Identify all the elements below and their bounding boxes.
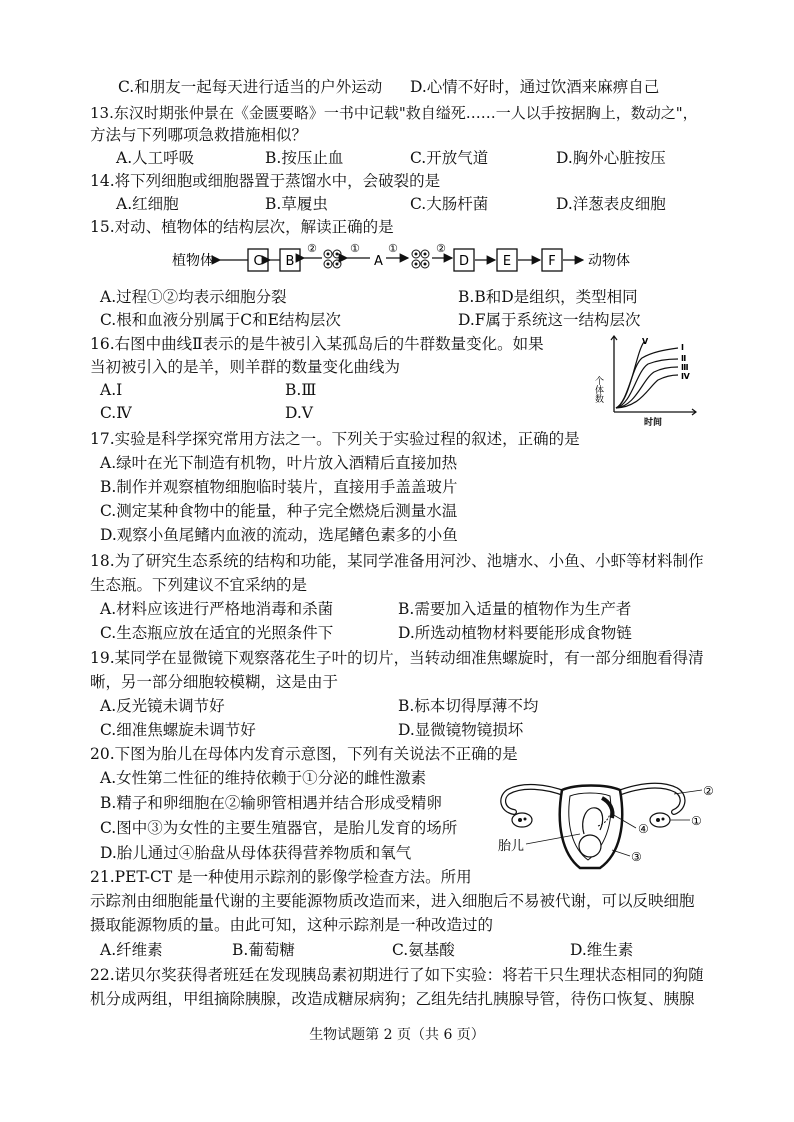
q15-option-d: D.F属于系统这一结构层次 (458, 311, 641, 329)
q20-option-b: B.精子和卵细胞在②输卵管相遇并结合形成受精卵 (100, 794, 442, 812)
q14-option-a: A.红细胞 (116, 195, 179, 213)
q16-x-axis-label: 时间 (644, 418, 663, 428)
q14-option-b: B.草履虫 (265, 195, 328, 213)
q17-option-a: A.绿叶在光下制造有机物，叶片放入酒精后直接加热 (100, 454, 458, 472)
q16-stem-line2: 当初被引入的是羊，则羊群的数量变化曲线为 (90, 358, 401, 376)
page-footer: 生物试题第 2 页（共 6 页） (309, 1027, 485, 1043)
q16-population-graph (592, 332, 700, 428)
q15-structure-diagram (170, 240, 660, 282)
q15-option-a: A.过程①②均表示细胞分裂 (100, 288, 287, 306)
q21-stem-line3: 摄取能源物质的量。由此可知，这种示踪剂是一种改造过的 (90, 916, 494, 934)
q12-option-d: D.心情不好时，通过饮酒来麻痹自己 (410, 78, 660, 96)
q13-option-c: C.开放气道 (410, 149, 489, 167)
q16-y-axis-label (593, 375, 604, 404)
q20-stem: 20.下图为胎儿在母体内发育示意图，下列有关说法不正确的是 (90, 745, 518, 763)
q15-right-label: 动物体 (588, 253, 630, 269)
q20-fetus-label: 胎儿 (498, 839, 525, 854)
q15-cells-left (324, 250, 341, 268)
q21-option-b: B.葡萄糖 (232, 941, 295, 959)
q20-mark-3: ③ (631, 850, 642, 864)
q15-step1-left: ① (350, 242, 360, 255)
q15-box-e (497, 249, 517, 271)
q20-option-c: C.图中③为女性的主要生殖器官，是胎儿发育的场所 (100, 819, 458, 837)
q16-label-iii: Ⅲ (681, 363, 689, 372)
q15-box-c (248, 249, 268, 271)
q21-option-c: C.氨基酸 (392, 941, 455, 959)
q19-option-d: D.显微镜物镜损坏 (398, 721, 524, 739)
q19-stem-line2: 晰，另一部分细胞较模糊，这是由于 (90, 673, 339, 691)
q15-cells-right (412, 250, 429, 268)
q15-box-a: A (374, 254, 383, 269)
q16-label-v: Ⅴ (642, 337, 649, 346)
q17-option-b: B.制作并观察植物细胞临时装片，直接用手盖盖玻片 (100, 478, 458, 496)
q15-step1-right: ① (388, 242, 398, 255)
q13-option-d: D.胸外心脏按压 (556, 149, 666, 167)
q16-option-a: A.Ⅰ (100, 381, 123, 399)
svg-text:D: D (458, 254, 470, 269)
q18-option-a: A.材料应该进行严格地消毒和杀菌 (100, 600, 334, 618)
q13-stem-line1: 13.东汉时期张仲景在《金匮要略》一书中记载"救自缢死……一人以手按据胸上，数动之"， (90, 104, 698, 122)
q15-step2-right: ② (436, 242, 446, 255)
svg-text:E: E (502, 254, 512, 269)
q13-option-a: A.人工呼吸 (116, 149, 195, 167)
q18-option-c: C.生态瓶应放在适宜的光照条件下 (100, 624, 334, 642)
q21-option-a: A.纤维素 (100, 941, 163, 959)
q21-option-d: D.维生素 (570, 941, 634, 959)
q16-stem-line1: 16.右图中曲线Ⅱ表示的是牛被引入某孤岛后的牛群数量变化。如果 (90, 335, 544, 353)
q15-step2-left: ② (307, 242, 317, 255)
q22-stem-line1: 22.诺贝尔奖获得者班廷在发现胰岛素初期进行了如下实验：将若干只生理状态相同的狗随 (90, 966, 704, 984)
q20-option-a: A.女性第二性征的维持依赖于①分泌的雌性激素 (100, 769, 427, 787)
q20-option-d: D.胎儿通过④胎盘从母体获得营养物质和氧气 (100, 844, 412, 862)
q18-option-d: D.所选动植物材料要能形成食物链 (398, 624, 632, 642)
q15-option-c: C.根和血液分别属于C和E结构层次 (100, 311, 341, 329)
q19-stem-line1: 19.某同学在显微镜下观察落花生子叶的切片，当转动细准焦螺旋时，有一部分细胞看得清 (90, 649, 704, 667)
q18-stem-line1: 18.为了研究生态系统的结构和功能，某同学准备用河沙、池塘水、小鱼、小虾等材料制作 (90, 552, 704, 570)
q14-stem: 14.将下列细胞或细胞器置于蒸馏水中，会破裂的是 (90, 172, 441, 190)
svg-text:B: B (285, 254, 295, 269)
q16-option-d: D.Ⅴ (285, 404, 313, 422)
q17-option-c: C.测定某种食物中的能量，种子完全燃烧后测量水温 (100, 502, 458, 520)
q17-option-d: D.观察小鱼尾鳍内血液的流动，选尾鳍色素多的小鱼 (100, 526, 458, 544)
q15-left-label: 植物体 (172, 253, 214, 269)
q16-label-iv: Ⅳ (681, 372, 690, 381)
q16-label-i: Ⅰ (681, 343, 684, 352)
q12-option-c: C.和朋友一起每天进行适当的户外运动 (118, 78, 383, 96)
q15-box-f (542, 249, 562, 271)
q14-option-d: D.洋葱表皮细胞 (556, 195, 666, 213)
q19-option-b: B.标本切得厚薄不均 (398, 697, 539, 715)
q20-mark-1: ① (691, 814, 702, 828)
q15-box-b (280, 249, 300, 271)
q17-stem: 17.实验是科学探究常用方法之一。下列关于实验过程的叙述，正确的是 (90, 430, 580, 448)
svg-text:个体数: 个体数 (593, 376, 603, 403)
q15-stem: 15.对动、植物体的结构层次，解读正确的是 (90, 218, 394, 236)
q16-option-c: C.Ⅳ (100, 404, 132, 422)
q19-option-a: A.反光镜未调节好 (100, 697, 225, 715)
q19-option-c: C.细准焦螺旋未调节好 (100, 721, 256, 739)
q13-option-b: B.按压止血 (265, 149, 344, 167)
q20-mark-4: ④ (638, 822, 649, 836)
q18-option-b: B.需要加入适量的植物作为生产者 (398, 600, 632, 618)
svg-text:C: C (253, 254, 263, 269)
q15-box-d (454, 249, 474, 271)
q20-mark-2: ② (703, 784, 714, 798)
q16-option-b: B.Ⅲ (285, 381, 317, 399)
q15-option-b: B.B和D是组织，类型相同 (458, 288, 638, 306)
q18-stem-line2: 生态瓶。下列建议不宜采纳的是 (90, 576, 308, 594)
q16-curve-ii (616, 359, 678, 408)
svg-text:F: F (548, 254, 556, 269)
q13-stem-line2: 方法与下列哪项急救措施相似？ (90, 126, 308, 144)
q16-label-ii: Ⅱ (681, 354, 687, 363)
q21-stem-line1: 21.PET-CT 是一种使用示踪剂的影像学检查方法。所用 (90, 868, 472, 886)
q21-stem-line2: 示踪剂由细胞能量代谢的主要能源物质改造而来，进入细胞后不易被代谢，可以反映细胞 (90, 892, 695, 910)
q16-curve-i (616, 348, 678, 408)
q20-fetus-figure (496, 764, 720, 876)
q22-stem-line2: 机分成两组，甲组摘除胰腺，改造成糖尿病狗；乙组先结扎胰腺导管，待伤口恢复、胰腺 (90, 990, 695, 1008)
q14-option-c: C.大肠杆菌 (410, 195, 489, 213)
